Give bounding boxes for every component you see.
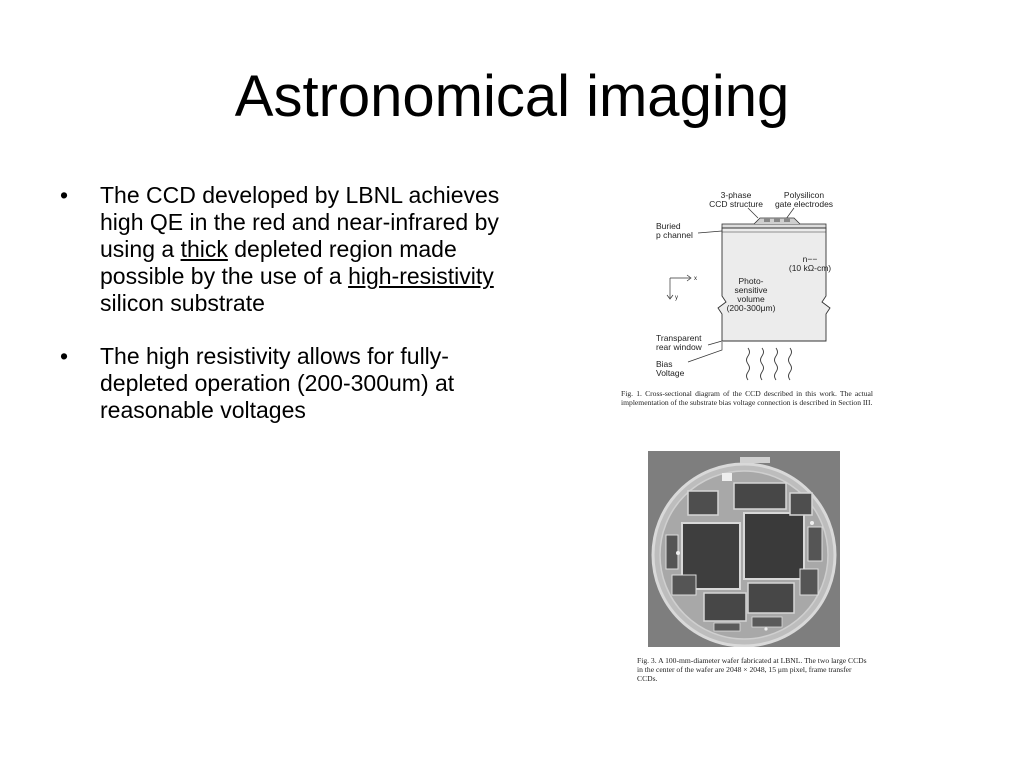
axis-indicator: [667, 275, 691, 299]
label-buried: Buried: [656, 221, 681, 231]
figure1-caption: Fig. 1. Cross-sectional diagram of the CCD described in this work. The actual implementation of the substrate bias voltage connection is described in Section III.: [621, 389, 873, 407]
figure2-caption: [637, 656, 869, 683]
bullet-dot: •: [60, 182, 69, 208]
label-transparent: Transparent: [656, 333, 702, 343]
bullet-dot: •: [60, 343, 69, 369]
wafer-image: [648, 451, 840, 647]
bullet-item-2: [60, 343, 500, 424]
label-sensitive: sensitive: [734, 285, 768, 295]
label-p-channel: p channel: [656, 230, 693, 240]
incoming-light-waves: [747, 348, 792, 380]
bullet-text-1: The CCD developed by LBNL achieves high QE in the red and near-infrared by using a thick depleted region made possible by the use of a high-resistivity silicon substrate: [100, 182, 500, 316]
label-voltage: Voltage: [656, 368, 685, 378]
label-n: n−−: [802, 254, 818, 264]
pointer-line: [786, 208, 794, 219]
label-bias: Bias: [656, 359, 673, 369]
bullet-list: [60, 182, 500, 450]
label-volume: volume: [737, 294, 765, 304]
wafer-photo: [648, 451, 840, 647]
label-rear-window: rear window: [656, 342, 702, 352]
axis-y-label: y: [675, 295, 678, 301]
ccd-cross-section-diagram: [618, 186, 874, 386]
label-ccd-structure: CCD structure: [709, 199, 763, 209]
label-thickness: (200-300μm): [726, 303, 776, 313]
device-body: [718, 218, 830, 341]
label-gate-electrodes: gate electrodes: [774, 199, 834, 209]
bullet-text-2: The high resistivity allows for fully-depleted operation (200-300um) at reasonable voltages: [100, 343, 455, 423]
axis-x-label: x: [694, 276, 697, 282]
label-polysilicon: Polysilicon: [783, 190, 825, 200]
bullet-item-1: [60, 182, 500, 317]
label-3phase: 3-phase: [720, 190, 752, 200]
pointer-line: [748, 208, 758, 218]
figure2-caption-line2: in the center of the wafer are 2048 × 2048, 15 μm pixel, frame transfer CCDs.: [637, 665, 852, 683]
slide-title: Astronomical imaging: [234, 64, 790, 129]
figure2-caption-line1: Fig. 3. A 100-mm-diameter wafer fabricated at LBNL. The two large CCDs: [637, 656, 867, 665]
label-photo: Photo-: [738, 276, 764, 286]
label-resistivity: (10 kΩ-cm): [788, 263, 832, 273]
